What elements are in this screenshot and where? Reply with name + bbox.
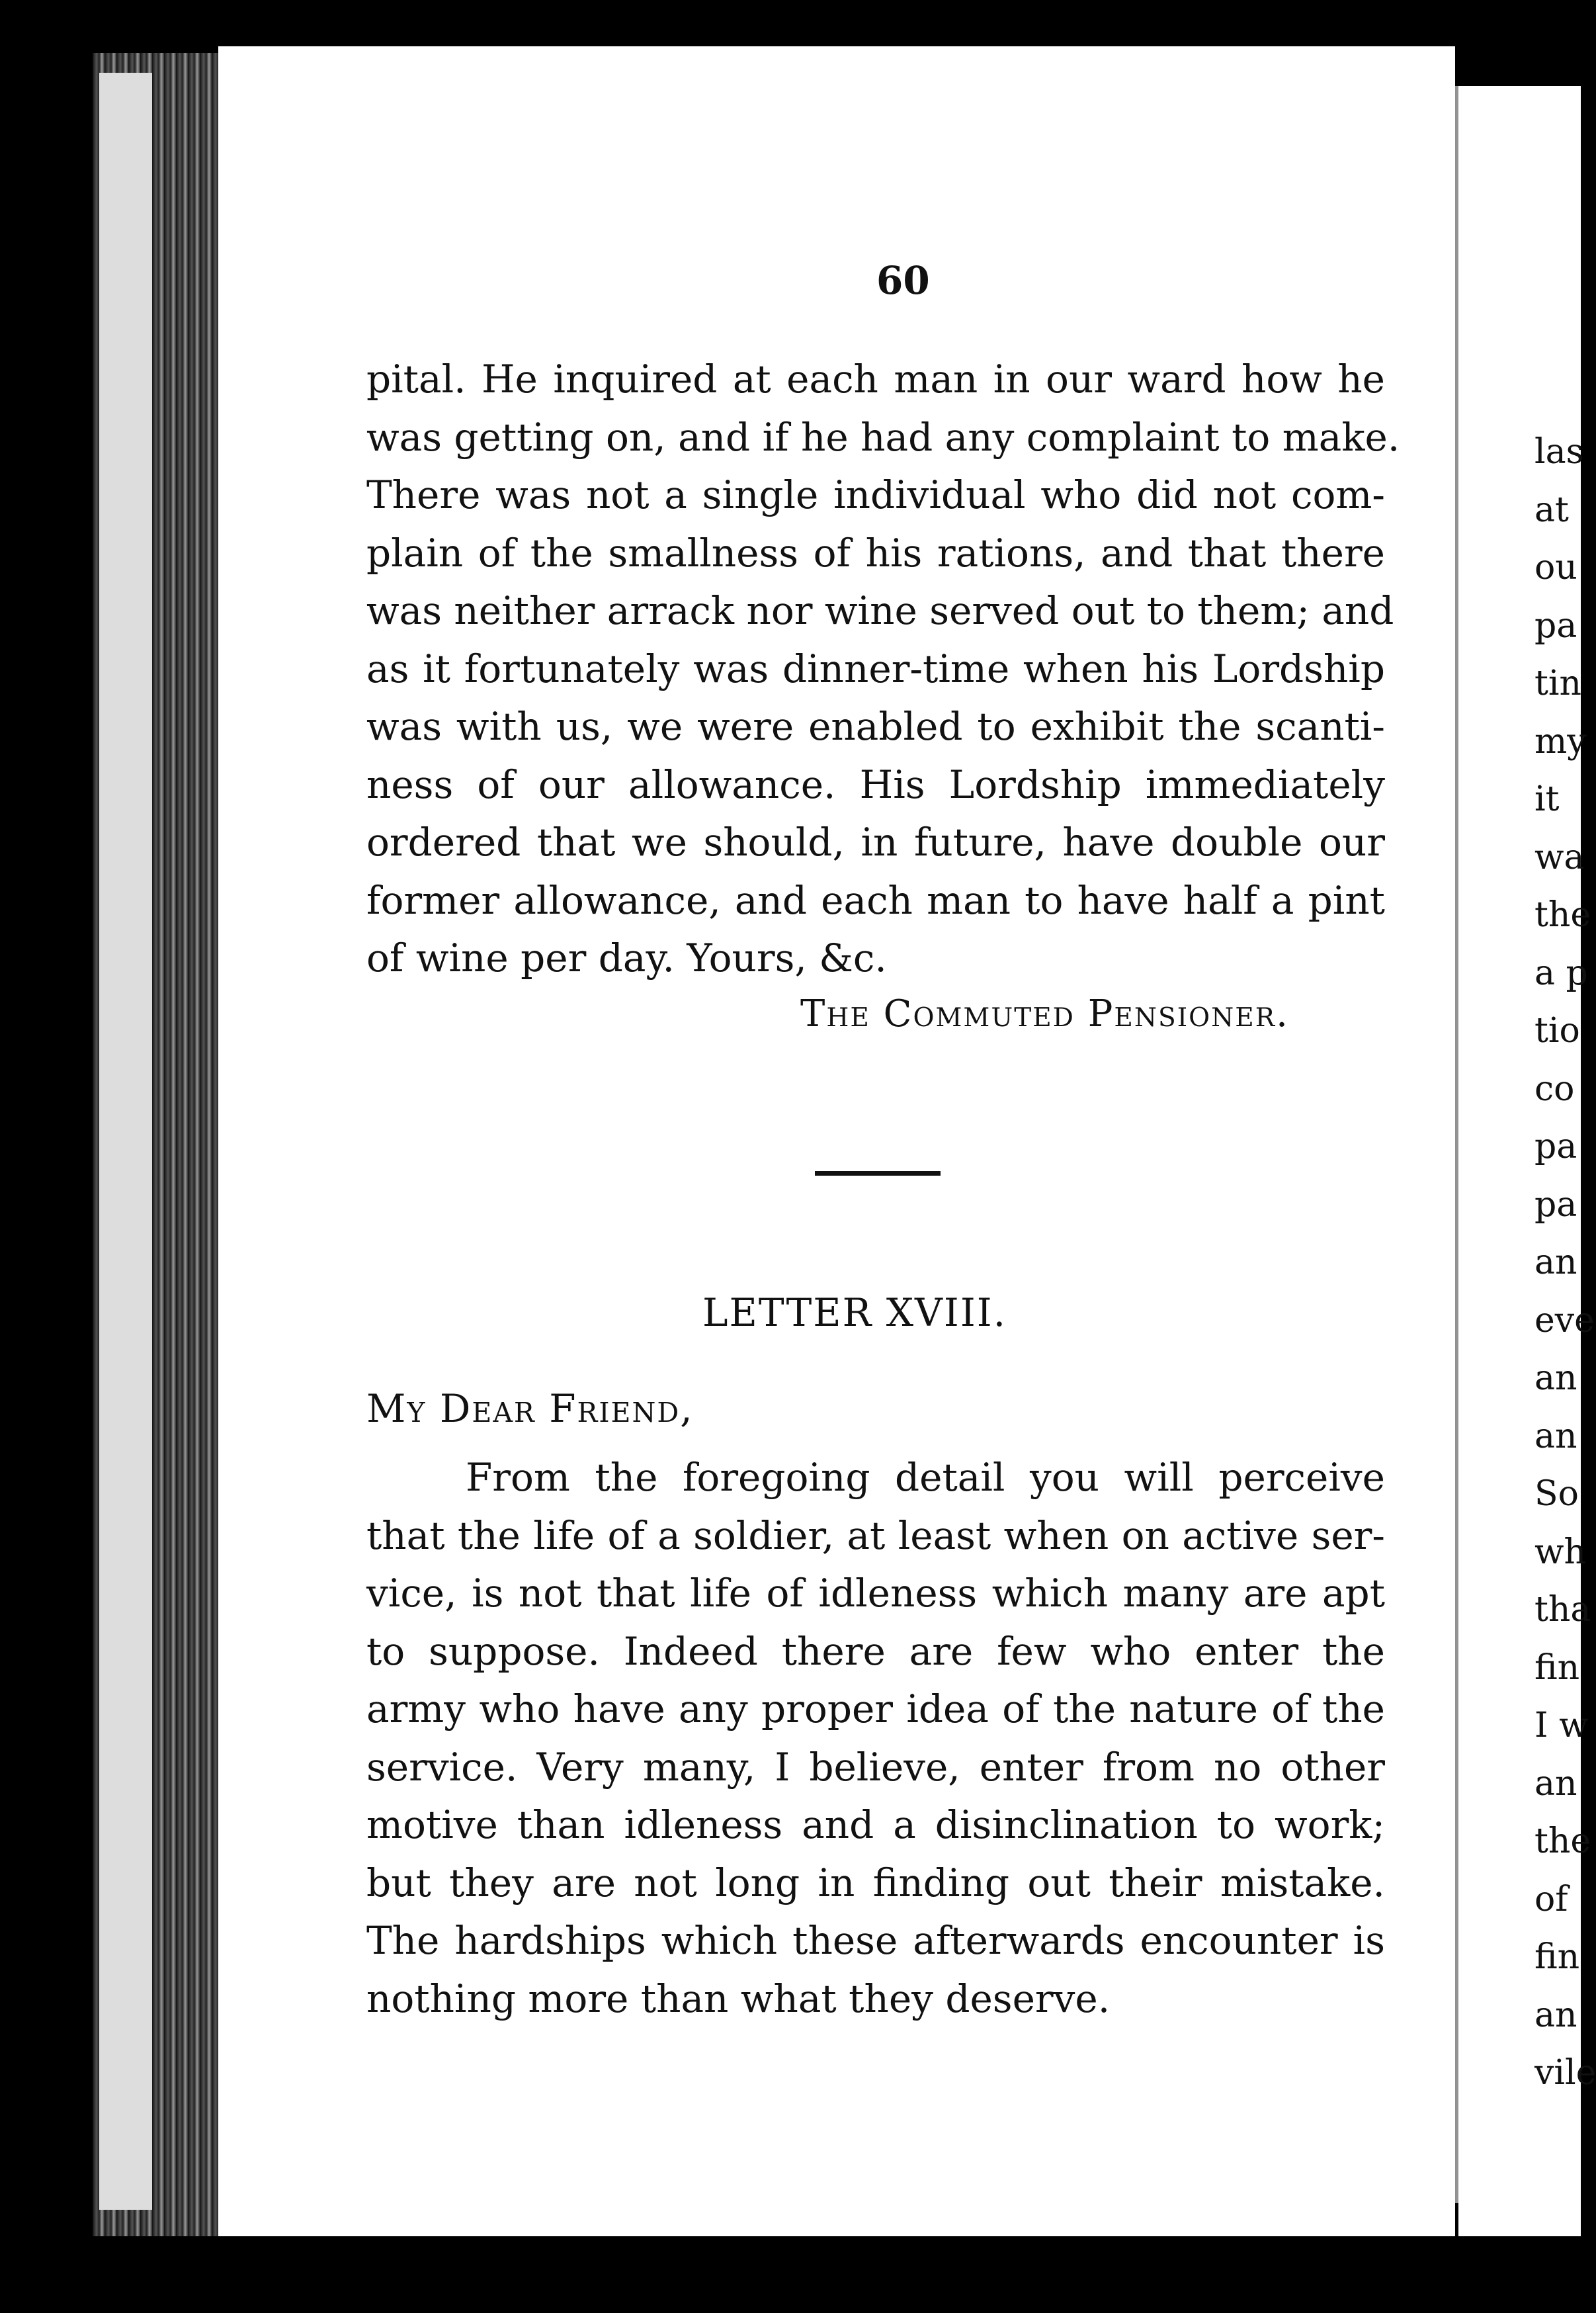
text-line: was neither arrack nor wine served out to them; and (366, 588, 1394, 633)
right-page-fragment: eve (1534, 1300, 1595, 1340)
right-page-fragment: it (1534, 779, 1560, 819)
right-page-fragment: the (1534, 1821, 1591, 1861)
right-page-fragment: an (1534, 1243, 1577, 1282)
letter-heading: LETTER XVIII. (702, 1290, 1007, 1335)
text-line: of wine per day. Yours, &c. (366, 936, 887, 981)
right-page-text (1534, 423, 1596, 2103)
left-page-edge (99, 73, 152, 2210)
text-line: vice, is not that life of idleness which many are apt (366, 1571, 1385, 1616)
text-line: ness of our allowance. His Lordship immediately (366, 762, 1385, 807)
text-line: service. Very many, I believe, enter from no other (366, 1744, 1385, 1790)
right-page-fragment: an (1534, 1358, 1577, 1398)
right-page-fragment: a p (1534, 953, 1588, 993)
page-number: 60 (876, 258, 930, 303)
right-page-fragment: wh (1534, 1532, 1586, 1572)
text-line: as it fortunately was dinner-time when his Lordship (366, 646, 1385, 691)
text-line: but they are not long in finding out their mistake. (366, 1860, 1385, 1905)
right-page-fragment: of (1534, 1879, 1568, 1919)
right-page-fragment: las (1534, 432, 1584, 472)
right-page-fragment: the (1534, 895, 1591, 935)
right-page-fragment: pa (1534, 1127, 1577, 1166)
paragraph-continued (366, 351, 1400, 988)
right-page-fragment: fin (1534, 1647, 1580, 1688)
signature: The Commuted Pensioner. (800, 992, 1289, 1035)
right-page-fragment: ou (1534, 548, 1577, 588)
text-line: was getting on, and if he had any complaint to make. (366, 414, 1400, 460)
right-page-fragment: an (1534, 1995, 1577, 2035)
text-line: pital. He inquired at each man in our ward how he (366, 357, 1385, 402)
text-line: There was not a single individual who did not com- (366, 472, 1385, 517)
right-page-fragment: an (1534, 1416, 1577, 1456)
right-page-fragment: fin (1534, 1937, 1580, 1977)
right-page-fragment: tin (1534, 664, 1582, 703)
text-line: The hardships which these afterwards encounter is (366, 1918, 1385, 1963)
right-page-fragment: I w (1534, 1706, 1589, 1745)
right-page-fragment: wa (1534, 837, 1585, 877)
right-page-fragment: pa (1534, 605, 1577, 646)
text-line: ordered that we should, in future, have double our (366, 820, 1385, 865)
right-page-fragment: an (1534, 1763, 1577, 1804)
right-page-fragment: So (1534, 1474, 1579, 1514)
letter-body (366, 1449, 1385, 2028)
right-page-fragment: pa (1534, 1184, 1577, 1225)
text-line: motive than idleness and a disinclination to work; (366, 1802, 1385, 1847)
right-page-fragment: tha (1534, 1590, 1591, 1630)
section-divider (815, 1171, 941, 1176)
salutation: My Dear Friend, (366, 1386, 694, 1431)
text-line: From the foregoing detail you will perceive (466, 1455, 1385, 1500)
right-page-fragment: tio (1534, 1011, 1580, 1051)
text-line: to suppose. Indeed there are few who enter the (366, 1628, 1385, 1674)
text-line: former allowance, and each man to have half a pint (366, 877, 1385, 923)
right-page-fragment: my (1534, 721, 1587, 762)
right-page-fragment: vile (1534, 2053, 1596, 2093)
right-page-fragment: co (1534, 1069, 1575, 1109)
text-line: plain of the smallness of his rations, and that there (366, 530, 1385, 576)
right-page-fragment: at (1534, 490, 1569, 530)
text-line: was with us, we were enabled to exhibit the scanti- (366, 704, 1385, 749)
text-line: nothing more than what they deserve. (366, 1976, 1111, 2021)
text-line: that the life of a soldier, at least when on active ser- (366, 1512, 1385, 1558)
text-line: army who have any proper idea of the nature of the (366, 1686, 1385, 1731)
